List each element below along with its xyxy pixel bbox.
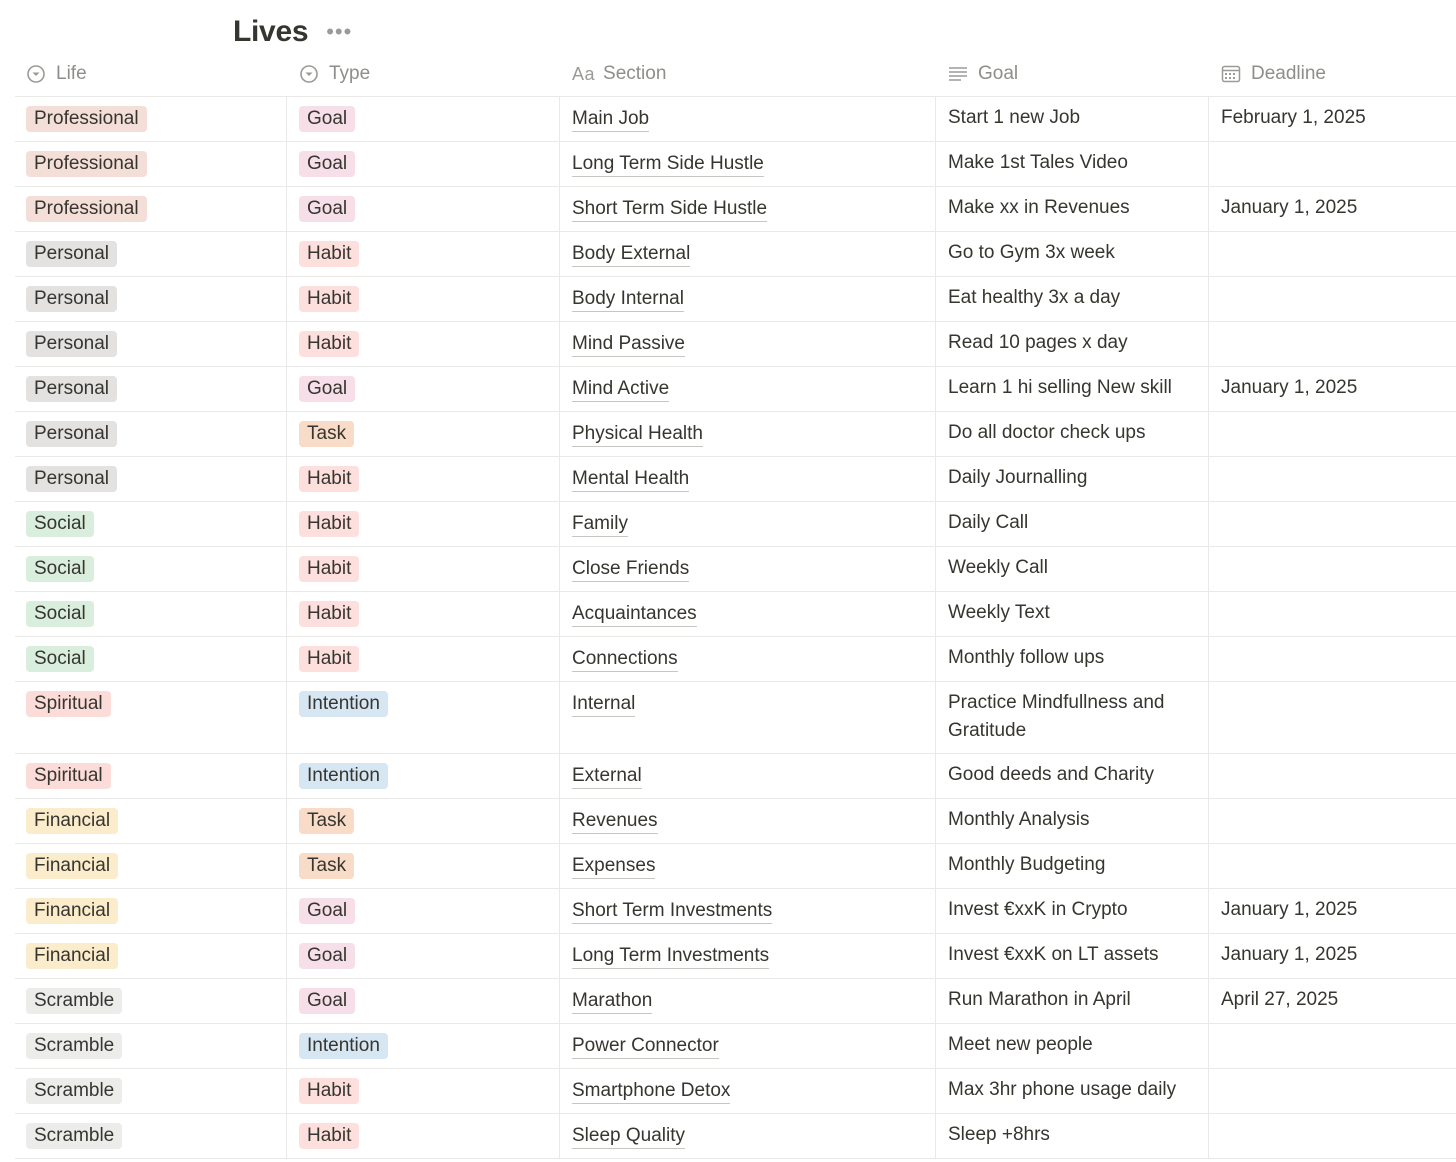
section-cell[interactable] <box>560 502 936 546</box>
type-tag: Goal <box>299 196 355 222</box>
goal-text: Eat healthy 3x a day <box>948 287 1121 308</box>
type-cell[interactable] <box>287 682 560 753</box>
column-header-label: Type <box>329 63 371 84</box>
column-header-goal[interactable] <box>936 52 1209 96</box>
deadline-cell[interactable] <box>1209 1069 1456 1113</box>
type-cell[interactable] <box>287 754 560 798</box>
deadline-cell[interactable] <box>1209 547 1456 591</box>
goal-cell[interactable] <box>936 1069 1209 1113</box>
type-tag: Habit <box>299 556 359 582</box>
type-cell[interactable] <box>287 889 560 933</box>
section-link[interactable]: Expenses <box>572 854 655 879</box>
table-row[interactable] <box>15 187 1456 232</box>
type-cell[interactable] <box>287 547 560 591</box>
goal-text: Max 3hr phone usage daily <box>948 1079 1177 1100</box>
title-bar <box>233 12 352 52</box>
type-tag: Goal <box>299 988 355 1014</box>
type-tag: Goal <box>299 376 355 402</box>
life-cell[interactable] <box>15 277 287 321</box>
type-cell[interactable] <box>287 592 560 636</box>
deadline-cell[interactable] <box>1209 142 1456 186</box>
goal-cell[interactable] <box>936 682 1209 753</box>
life-tag: Financial <box>26 943 118 969</box>
goal-text: Invest €xxK on LT assets <box>948 944 1159 965</box>
goal-cell[interactable] <box>936 592 1209 636</box>
type-cell[interactable] <box>287 142 560 186</box>
type-cell[interactable] <box>287 412 560 456</box>
type-tag: Habit <box>299 601 359 627</box>
section-cell[interactable] <box>560 322 936 366</box>
type-cell[interactable] <box>287 844 560 888</box>
life-tag: Personal <box>26 286 117 312</box>
section-cell[interactable] <box>560 142 936 186</box>
life-tag: Personal <box>26 331 117 357</box>
table-row[interactable] <box>15 142 1456 187</box>
type-tag: Habit <box>299 331 359 357</box>
goal-text: Invest €xxK in Crypto <box>948 899 1128 920</box>
column-header-life[interactable] <box>15 52 287 96</box>
life-tag: Scramble <box>26 1033 122 1059</box>
deadline-cell[interactable] <box>1209 844 1456 888</box>
section-cell[interactable] <box>560 1069 936 1113</box>
goal-cell[interactable] <box>936 367 1209 411</box>
type-tag: Goal <box>299 151 355 177</box>
goal-text: Weekly Text <box>948 602 1050 623</box>
deadline-date: January 1, 2025 <box>1221 197 1358 218</box>
section-link[interactable]: Body Internal <box>572 287 684 312</box>
type-cell[interactable] <box>287 1069 560 1113</box>
life-tag: Personal <box>26 241 117 267</box>
goal-cell[interactable] <box>936 844 1209 888</box>
section-link[interactable]: Close Friends <box>572 557 689 582</box>
life-cell[interactable] <box>15 979 287 1023</box>
type-cell[interactable] <box>287 97 560 141</box>
table-row[interactable] <box>15 844 1456 889</box>
goal-cell[interactable] <box>936 1114 1209 1158</box>
goal-cell[interactable] <box>936 322 1209 366</box>
section-cell[interactable] <box>560 97 936 141</box>
life-cell[interactable] <box>15 142 287 186</box>
deadline-date: February 1, 2025 <box>1221 107 1366 128</box>
deadline-cell[interactable] <box>1209 1024 1456 1068</box>
section-link[interactable]: Main Job <box>572 107 649 132</box>
life-tag: Professional <box>26 151 147 177</box>
goal-cell[interactable] <box>936 412 1209 456</box>
life-cell[interactable] <box>15 97 287 141</box>
type-tag: Habit <box>299 286 359 312</box>
goal-text: Practice Mindfullness and Gratitude <box>948 692 1165 741</box>
deadline-cell[interactable] <box>1209 412 1456 456</box>
goal-cell[interactable] <box>936 142 1209 186</box>
table-header <box>15 52 1456 97</box>
section-cell[interactable] <box>560 592 936 636</box>
life-tag: Financial <box>26 898 118 924</box>
deadline-cell[interactable] <box>1209 889 1456 933</box>
goal-cell[interactable] <box>936 637 1209 681</box>
goal-cell[interactable] <box>936 232 1209 276</box>
section-link[interactable]: Acquaintances <box>572 602 697 627</box>
life-tag: Spiritual <box>26 763 111 789</box>
section-link[interactable]: Physical Health <box>572 422 703 447</box>
table-row[interactable] <box>15 1024 1456 1069</box>
deadline-date: January 1, 2025 <box>1221 944 1358 965</box>
life-cell[interactable] <box>15 754 287 798</box>
goal-text: Do all doctor check ups <box>948 422 1146 443</box>
type-cell[interactable] <box>287 322 560 366</box>
life-cell[interactable] <box>15 502 287 546</box>
life-tag: Personal <box>26 466 117 492</box>
life-cell[interactable] <box>15 637 287 681</box>
section-cell[interactable] <box>560 934 936 978</box>
goal-text: Meet new people <box>948 1034 1093 1055</box>
type-tag: Habit <box>299 511 359 537</box>
type-cell[interactable] <box>287 277 560 321</box>
life-tag: Social <box>26 556 94 582</box>
table-row[interactable] <box>15 457 1456 502</box>
section-cell[interactable] <box>560 889 936 933</box>
column-header-label: Deadline <box>1251 63 1326 84</box>
section-cell[interactable] <box>560 1024 936 1068</box>
table-row[interactable] <box>15 799 1456 844</box>
deadline-date: April 27, 2025 <box>1221 989 1339 1010</box>
goal-cell[interactable] <box>936 799 1209 843</box>
database-table <box>15 52 1456 1159</box>
life-cell[interactable] <box>15 592 287 636</box>
table-row[interactable] <box>15 979 1456 1024</box>
table-row[interactable] <box>15 277 1456 322</box>
life-cell[interactable] <box>15 889 287 933</box>
section-link[interactable]: Long Term Investments <box>572 944 769 969</box>
life-cell[interactable] <box>15 1069 287 1113</box>
type-tag: Goal <box>299 898 355 924</box>
deadline-cell[interactable] <box>1209 754 1456 798</box>
goal-text: Start 1 new Job <box>948 107 1081 128</box>
life-cell[interactable] <box>15 322 287 366</box>
type-cell[interactable] <box>287 367 560 411</box>
section-cell[interactable] <box>560 187 936 231</box>
type-cell[interactable] <box>287 232 560 276</box>
section-cell[interactable] <box>560 547 936 591</box>
goal-cell[interactable] <box>936 457 1209 501</box>
goal-text: Sleep +8hrs <box>948 1124 1050 1145</box>
text-lines-icon <box>948 64 968 84</box>
life-tag: Financial <box>26 853 118 879</box>
life-cell[interactable] <box>15 547 287 591</box>
type-tag: Intention <box>299 1033 388 1059</box>
table-row[interactable] <box>15 232 1456 277</box>
section-link[interactable]: Long Term Side Hustle <box>572 152 764 177</box>
life-tag: Personal <box>26 376 117 402</box>
more-options-icon[interactable]: ••• <box>326 19 353 44</box>
type-tag: Intention <box>299 763 388 789</box>
goal-text: Make xx in Revenues <box>948 197 1130 218</box>
life-tag: Financial <box>26 808 118 834</box>
column-header-label: Section <box>603 63 667 84</box>
goal-cell[interactable] <box>936 889 1209 933</box>
life-cell[interactable] <box>15 934 287 978</box>
goal-cell[interactable] <box>936 1024 1209 1068</box>
type-tag: Habit <box>299 241 359 267</box>
section-cell[interactable] <box>560 232 936 276</box>
type-tag: Habit <box>299 466 359 492</box>
section-link[interactable]: Connections <box>572 647 678 672</box>
life-cell[interactable] <box>15 799 287 843</box>
type-tag: Goal <box>299 943 355 969</box>
type-tag: Habit <box>299 1078 359 1104</box>
deadline-cell[interactable] <box>1209 187 1456 231</box>
section-link[interactable]: Family <box>572 512 628 537</box>
select-icon <box>26 64 46 84</box>
life-tag: Scramble <box>26 1078 122 1104</box>
deadline-date: January 1, 2025 <box>1221 377 1358 398</box>
section-cell[interactable] <box>560 1114 936 1158</box>
goal-cell[interactable] <box>936 277 1209 321</box>
section-cell[interactable] <box>560 844 936 888</box>
select-icon <box>299 64 319 84</box>
type-cell[interactable] <box>287 1114 560 1158</box>
table-row[interactable] <box>15 934 1456 979</box>
table-row[interactable] <box>15 754 1456 799</box>
goal-text: Monthly follow ups <box>948 647 1105 668</box>
life-tag: Personal <box>26 421 117 447</box>
goal-text: Go to Gym 3x week <box>948 242 1115 263</box>
goal-text: Learn 1 hi selling New skill <box>948 377 1172 398</box>
section-link[interactable]: Mind Passive <box>572 332 685 357</box>
type-tag: Task <box>299 853 354 879</box>
column-header-label: Goal <box>978 63 1019 84</box>
column-header-section[interactable] <box>560 52 936 96</box>
table-row[interactable] <box>15 592 1456 637</box>
life-tag: Professional <box>26 196 147 222</box>
type-cell[interactable] <box>287 457 560 501</box>
type-tag: Goal <box>299 106 355 132</box>
section-link[interactable]: Body External <box>572 242 690 267</box>
deadline-cell[interactable] <box>1209 367 1456 411</box>
section-link[interactable]: Internal <box>572 692 635 717</box>
life-tag: Scramble <box>26 988 122 1014</box>
goal-cell[interactable] <box>936 547 1209 591</box>
life-cell[interactable] <box>15 457 287 501</box>
table-row[interactable] <box>15 412 1456 457</box>
deadline-cell[interactable] <box>1209 502 1456 546</box>
page-title: Lives <box>233 15 309 48</box>
table-row[interactable] <box>15 502 1456 547</box>
deadline-cell[interactable] <box>1209 322 1456 366</box>
section-cell[interactable] <box>560 682 936 753</box>
life-cell[interactable] <box>15 1024 287 1068</box>
goal-cell[interactable] <box>936 187 1209 231</box>
section-link[interactable]: Power Connector <box>572 1034 719 1059</box>
section-link[interactable]: Mind Active <box>572 377 669 402</box>
goal-cell[interactable] <box>936 934 1209 978</box>
deadline-cell[interactable] <box>1209 979 1456 1023</box>
section-link[interactable]: External <box>572 764 642 789</box>
section-cell[interactable] <box>560 799 936 843</box>
table-body <box>15 97 1456 1159</box>
section-cell[interactable] <box>560 979 936 1023</box>
type-tag: Intention <box>299 691 388 717</box>
type-tag: Habit <box>299 646 359 672</box>
section-link[interactable]: Mental Health <box>572 467 689 492</box>
section-cell[interactable] <box>560 457 936 501</box>
title-icon: Aa <box>572 63 596 84</box>
table-row[interactable] <box>15 547 1456 592</box>
table-row[interactable] <box>15 682 1456 754</box>
goal-text: Monthly Budgeting <box>948 854 1106 875</box>
deadline-cell[interactable] <box>1209 934 1456 978</box>
goal-text: Read 10 pages x day <box>948 332 1128 353</box>
life-cell[interactable] <box>15 844 287 888</box>
goal-text: Make 1st Tales Video <box>948 152 1128 173</box>
deadline-cell[interactable] <box>1209 682 1456 753</box>
table-row[interactable] <box>15 637 1456 682</box>
section-cell[interactable] <box>560 637 936 681</box>
table-row[interactable] <box>15 97 1456 142</box>
section-link[interactable]: Short Term Side Hustle <box>572 197 767 222</box>
life-cell[interactable] <box>15 187 287 231</box>
deadline-cell[interactable] <box>1209 637 1456 681</box>
deadline-cell[interactable] <box>1209 97 1456 141</box>
life-cell[interactable] <box>15 682 287 753</box>
type-cell[interactable] <box>287 979 560 1023</box>
goal-text: Daily Call <box>948 512 1029 533</box>
goal-text: Daily Journalling <box>948 467 1088 488</box>
life-cell[interactable] <box>15 412 287 456</box>
goal-text: Run Marathon in April <box>948 989 1131 1010</box>
type-tag: Task <box>299 808 354 834</box>
type-cell[interactable] <box>287 187 560 231</box>
section-link[interactable]: Marathon <box>572 989 652 1014</box>
deadline-cell[interactable] <box>1209 457 1456 501</box>
table-row[interactable] <box>15 1069 1456 1114</box>
life-tag: Social <box>26 511 94 537</box>
column-header-type[interactable] <box>287 52 560 96</box>
section-link[interactable]: Smartphone Detox <box>572 1079 730 1104</box>
type-cell[interactable] <box>287 799 560 843</box>
goal-text: Weekly Call <box>948 557 1048 578</box>
table-row[interactable] <box>15 322 1456 367</box>
section-link[interactable]: Short Term Investments <box>572 899 772 924</box>
type-cell[interactable] <box>287 934 560 978</box>
deadline-cell[interactable] <box>1209 592 1456 636</box>
life-tag: Social <box>26 601 94 627</box>
table-row[interactable] <box>15 889 1456 934</box>
life-cell[interactable] <box>15 367 287 411</box>
column-header-deadline[interactable] <box>1209 52 1456 96</box>
goal-text: Good deeds and Charity <box>948 764 1154 785</box>
goal-cell[interactable] <box>936 502 1209 546</box>
type-tag: Task <box>299 421 354 447</box>
deadline-date: January 1, 2025 <box>1221 899 1358 920</box>
life-tag: Spiritual <box>26 691 111 717</box>
calendar-icon <box>1221 64 1241 84</box>
deadline-cell[interactable] <box>1209 277 1456 321</box>
life-tag: Social <box>26 646 94 672</box>
column-header-label: Life <box>56 63 87 84</box>
life-cell[interactable] <box>15 232 287 276</box>
goal-cell[interactable] <box>936 754 1209 798</box>
type-tag: Habit <box>299 1123 359 1149</box>
type-cell[interactable] <box>287 637 560 681</box>
table-row[interactable] <box>15 1114 1456 1159</box>
goal-cell[interactable] <box>936 97 1209 141</box>
life-tag: Professional <box>26 106 147 132</box>
section-link[interactable]: Revenues <box>572 809 658 834</box>
deadline-cell[interactable] <box>1209 1114 1456 1158</box>
section-cell[interactable] <box>560 277 936 321</box>
goal-text: Monthly Analysis <box>948 809 1090 830</box>
deadline-cell[interactable] <box>1209 232 1456 276</box>
type-cell[interactable] <box>287 1024 560 1068</box>
section-cell[interactable] <box>560 754 936 798</box>
type-cell[interactable] <box>287 502 560 546</box>
deadline-cell[interactable] <box>1209 799 1456 843</box>
life-cell[interactable] <box>15 1114 287 1158</box>
goal-cell[interactable] <box>936 979 1209 1023</box>
section-cell[interactable] <box>560 412 936 456</box>
life-tag: Scramble <box>26 1123 122 1149</box>
section-cell[interactable] <box>560 367 936 411</box>
table-row[interactable] <box>15 367 1456 412</box>
section-link[interactable]: Sleep Quality <box>572 1124 685 1149</box>
